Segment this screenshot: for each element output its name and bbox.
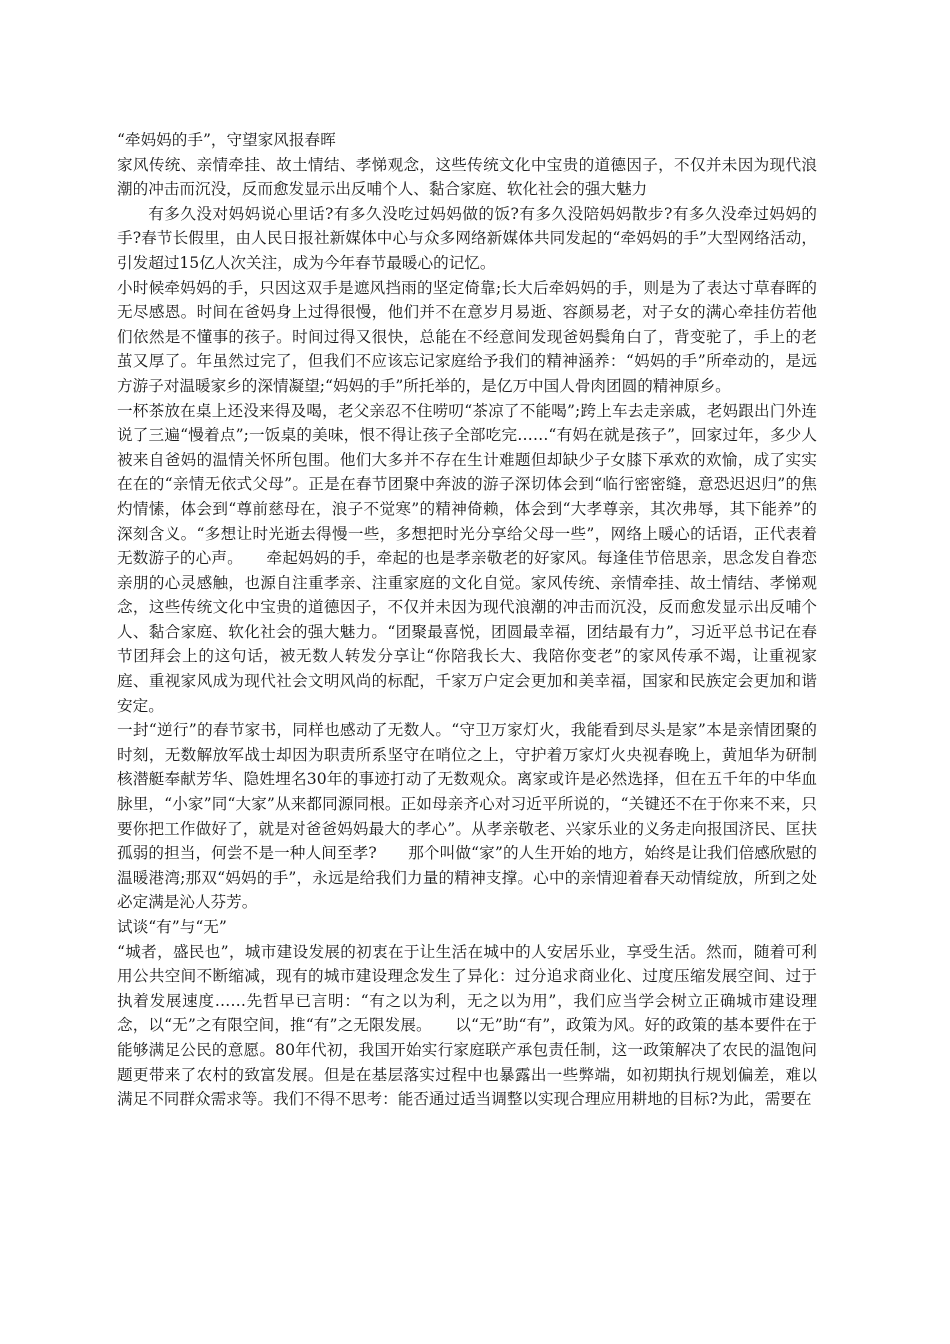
paragraph: 一杯茶放在桌上还没来得及喝，老父亲忍不住唠叨“茶凉了不能喝”;跨上车去走亲戚，老妈跟出门外连说了三遍“慢着点”;一饭桌的美味，恨不得让孩子全部吃完……“有妈在就是孩子”，回家过年，多少人被来自爸妈的温情关怀所包围。他们大多并不存在生计难题但却缺少子女膝下承欢的欢愉，成了实实在在的“亲情无依式父母”。正是在春节团聚中奔波的游子深切体会到“临行密密缝，意恐迟迟归”的焦灼情愫，体会到“尊前慈母在，浪子不觉寒”的精神倚赖，体会到“大孝尊亲，其次弗辱，其下能养”的深刻含义。“多想让时光逝去得慢一些，多想把时光分享给父母一些”，网络上暖心的话语，正代表着无数游子的心声。 牵起妈妈的手，牵起的也是孝亲敬老的好家风。每逢佳节倍思亲，思念发自眷恋亲朋的心灵感触，也源自注重孝亲、注重家庭的文化自觉。家风传统、亲情牵挂、故土情结、孝悌观念，这些传统文化中宝贵的道德因子，不仅并未因为现代浪潮的冲击而沉没，反而愈发显示出反哺个人、黏合家庭、软化社会的强大魅力。“团聚最喜悦，团圆最幸福，团结最有力”，习近平总书记在春节团拜会上的这句话，被无数人转发分享让“你陪我长大、我陪你变老”的家风传承不竭，让重视家庭、重视家风成为现代社会文明风尚的标配，千家万户定会更加和美幸福，国家和民族定会更加和谐安定。 — [117, 401, 817, 715]
paragraph: 小时候牵妈妈的手，只因这双手是遮风挡雨的坚定倚靠;长大后牵妈妈的手，则是为了表达寸草春晖的无尽感恩。时间在爸妈身上过得很慢，他们并不在意岁月易逝、容颜易老，对子女的满心牵挂仿若他们依然是不懂事的孩子。时间过得又很快，总能在不经意间发现爸妈鬓角白了，背变驼了，手上的老茧又厚了。年虽然过完了，但我们不应该忘记家庭给予我们的精神涵养：“妈妈的手”所牵动的，是远方游子对温暖家乡的深情凝望;“妈妈的手”所托举的，是亿万中国人骨肉团圆的精神原乡。 — [117, 278, 817, 395]
article-title: “牵妈妈的手”，守望家风报春晖 — [117, 131, 336, 149]
paragraph: 有多久没对妈妈说心里话?有多久没吃过妈妈做的饭?有多久没陪妈妈散步?有多久没牵过妈妈的手?春节长假里，由人民日报社新媒体中心与众多网络新媒体共同发起的“牵妈妈的手”大型网络活动，引发超过15亿人次关注，成为今年春节最暖心的记忆。 — [117, 204, 817, 272]
paragraph: 家风传统、亲情牵挂、故土情结、孝悌观念，这些传统文化中宝贵的道德因子，不仅并未因为现代浪潮的冲击而沉没，反而愈发显示出反哺个人、黏合家庭、软化社会的强大魅力 — [117, 155, 817, 199]
paragraph: 一封“逆行”的春节家书，同样也感动了无数人。“守卫万家灯火，我能看到尽头是家”本是亲情团聚的时刻，无数解放军战士却因为职责所系坚守在哨位之上，守护着万家灯火央视春晚上，黄旭华为研制核潜艇奉献芳华、隐姓埋名30年的事迹打动了无数观众。离家或许是必然选择，但在五千年的中华血脉里，“小家”同“大家”从来都同源同根。正如母亲齐心对习近平所说的，“关键还不在于你来不来，只要你把工作做好了，就是对爸爸妈妈最大的孝心”。从孝亲敬老、兴家乐业的义务走向报国济民、匡扶孤弱的担当，何尝不是一种人间至孝? 那个叫做“家”的人生开始的地方，始终是让我们倍感欣慰的温暖港湾;那双“妈妈的手”，永远是给我们力量的精神支撑。心中的亲情迎着春天动情绽放，所到之处必定满是沁人芬芳。 — [117, 721, 817, 912]
paragraph: “城者，盛民也”，城市建设发展的初衷在于让生活在城中的人安居乐业，享受生活。然而，随着可利用公共空间不断缩减，现有的城市建设理念发生了异化：过分追求商业化、过度压缩发展空间、过于执着发展速度……先哲早已言明：“有之以为利，无之以为用”，我们应当学会树立正确城市建设理念，以“无”之有限空间，推“有”之无限发展。 以“无”助“有”，政策为风。好的政策的基本要件在于能够满足公民的意愿。80年代初，我国开始实行家庭联产承包责任制，这一政策解决了农民的温饱问题更带来了农村的致富发展。但是在基层落实过程中也暴露出一些弊端，如初期执行规划偏差，难以满足不同群众需求等。我们不得不思考：能否通过适当调整以实现合理应用耕地的目标?为此，需要在 — [117, 942, 817, 1109]
document-page — [117, 128, 817, 1112]
article-title: 试谈“有”与“无” — [117, 918, 227, 936]
